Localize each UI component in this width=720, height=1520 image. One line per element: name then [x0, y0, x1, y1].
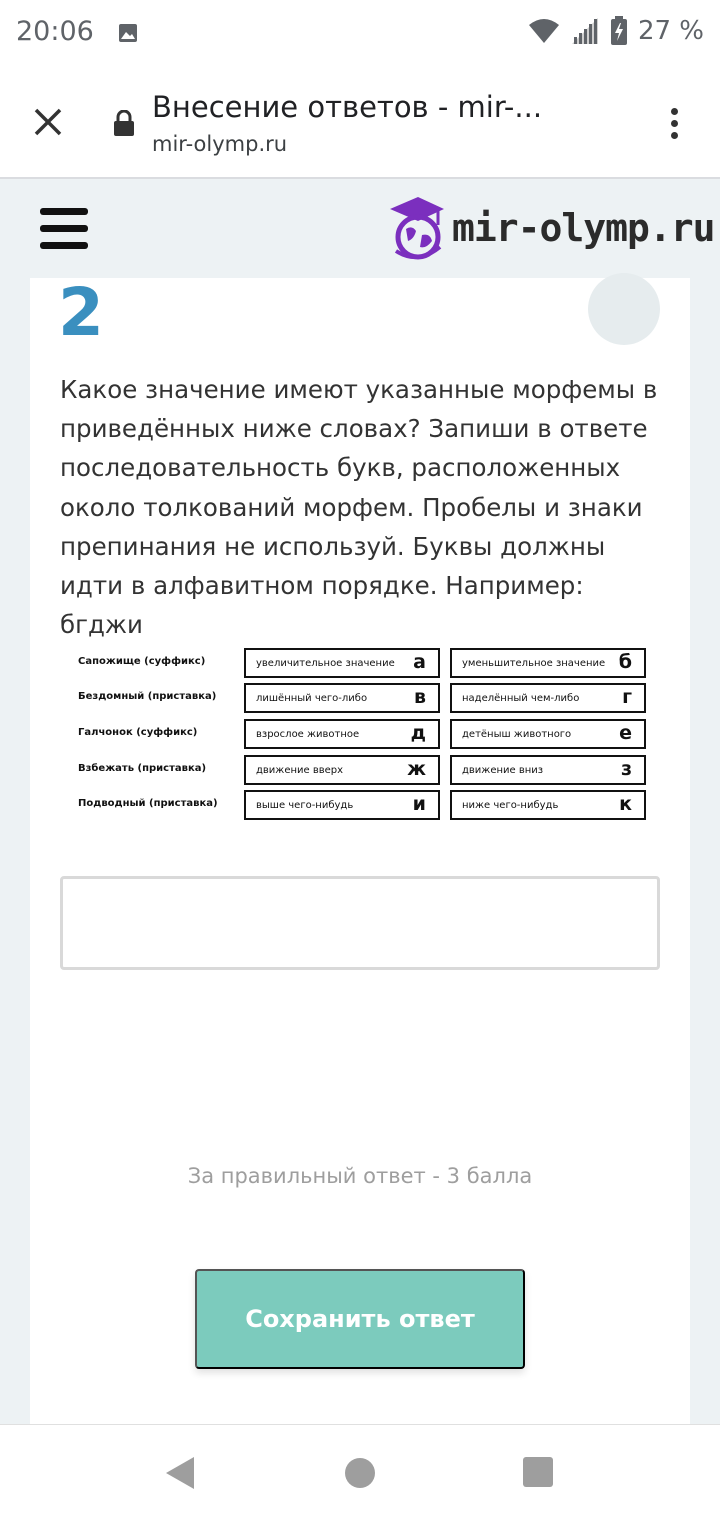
question-text: Какое значение имеют указанные морфемы в приведённых ниже словах? Запиши в ответе последовательность букв, расположенных около толкований морфем. Пробелы и знаки препинания не используй. Буквы должны идти в алфавитном порядке. Например: бгджи [60, 375, 658, 640]
site-header [0, 179, 720, 278]
meaning-box [450, 755, 646, 785]
meaning-box [244, 683, 440, 713]
table-row [60, 683, 660, 713]
meaning-text: движение вверх [256, 765, 344, 776]
table-row [60, 719, 660, 749]
meaning-letter: г [622, 686, 632, 708]
table-word: Подводный (приставка) [78, 798, 218, 809]
meaning-box [244, 790, 440, 820]
save-answer-button[interactable]: Сохранить ответ [195, 1269, 525, 1369]
meaning-text: детёныш животного [462, 729, 572, 740]
wifi-icon [528, 18, 560, 44]
meaning-text: движение вниз [462, 765, 544, 776]
meaning-letter: к [619, 793, 632, 815]
meaning-text: ниже чего-нибудь [462, 800, 559, 811]
lock-icon[interactable] [113, 110, 135, 136]
close-icon[interactable] [28, 102, 68, 142]
question-card [30, 274, 690, 1424]
home-icon[interactable] [345, 1458, 375, 1488]
logo-text: mir-olymp.ru [452, 206, 715, 250]
table-row [60, 755, 660, 785]
meaning-letter: д [410, 722, 426, 744]
morpheme-table [60, 648, 660, 828]
meaning-box [244, 648, 440, 678]
status-bar [0, 0, 720, 66]
meaning-box [450, 719, 646, 749]
question-status-circle [588, 273, 660, 345]
meaning-letter: а [413, 651, 426, 673]
meaning-text: выше чего-нибудь [256, 800, 354, 811]
hamburger-menu-icon[interactable] [40, 208, 88, 250]
meaning-letter: ж [407, 758, 426, 780]
page-title: Внесение ответов - mir-... [152, 90, 543, 124]
answer-input[interactable] [60, 876, 660, 970]
question-number: 2 [58, 274, 104, 351]
battery-icon [610, 16, 628, 46]
table-row [60, 648, 660, 678]
more-vert-icon[interactable] [660, 104, 688, 144]
gallery-icon [118, 23, 138, 43]
meaning-text: взрослое животное [256, 729, 360, 740]
meaning-box [450, 683, 646, 713]
signal-icon [570, 17, 600, 45]
meaning-text: лишённый чего-либо [256, 693, 368, 704]
meaning-letter: е [619, 722, 632, 744]
browser-toolbar [0, 66, 720, 178]
meaning-box [244, 755, 440, 785]
meaning-text: увеличительное значение [256, 658, 395, 669]
meaning-letter: з [620, 758, 632, 780]
meaning-box [244, 719, 440, 749]
recents-icon[interactable] [523, 1457, 553, 1487]
status-icons [528, 16, 704, 46]
page-url[interactable]: mir-olymp.ru [152, 132, 288, 156]
status-time: 20:06 [16, 16, 94, 47]
navigation-bar [0, 1424, 720, 1520]
table-word: Взбежать (приставка) [78, 763, 207, 774]
meaning-text: наделённый чем-либо [462, 693, 580, 704]
meaning-text: уменьшительное значение [462, 658, 606, 669]
table-word: Галчонок (суффикс) [78, 727, 198, 738]
table-word: Бездомный (приставка) [78, 691, 217, 702]
back-icon[interactable] [164, 1455, 196, 1491]
meaning-letter: и [412, 793, 426, 815]
score-note: За правильный ответ - 3 балла [187, 1164, 533, 1188]
globe-graduation-cap-logo [388, 195, 446, 261]
meaning-box [450, 790, 646, 820]
table-word: Сапожище (суффикс) [78, 656, 206, 667]
meaning-box [450, 648, 646, 678]
battery-percent: 27 % [637, 16, 704, 46]
meaning-letter: в [413, 686, 426, 708]
site-logo[interactable] [388, 193, 715, 263]
table-row [60, 790, 660, 820]
meaning-letter: б [618, 651, 632, 673]
